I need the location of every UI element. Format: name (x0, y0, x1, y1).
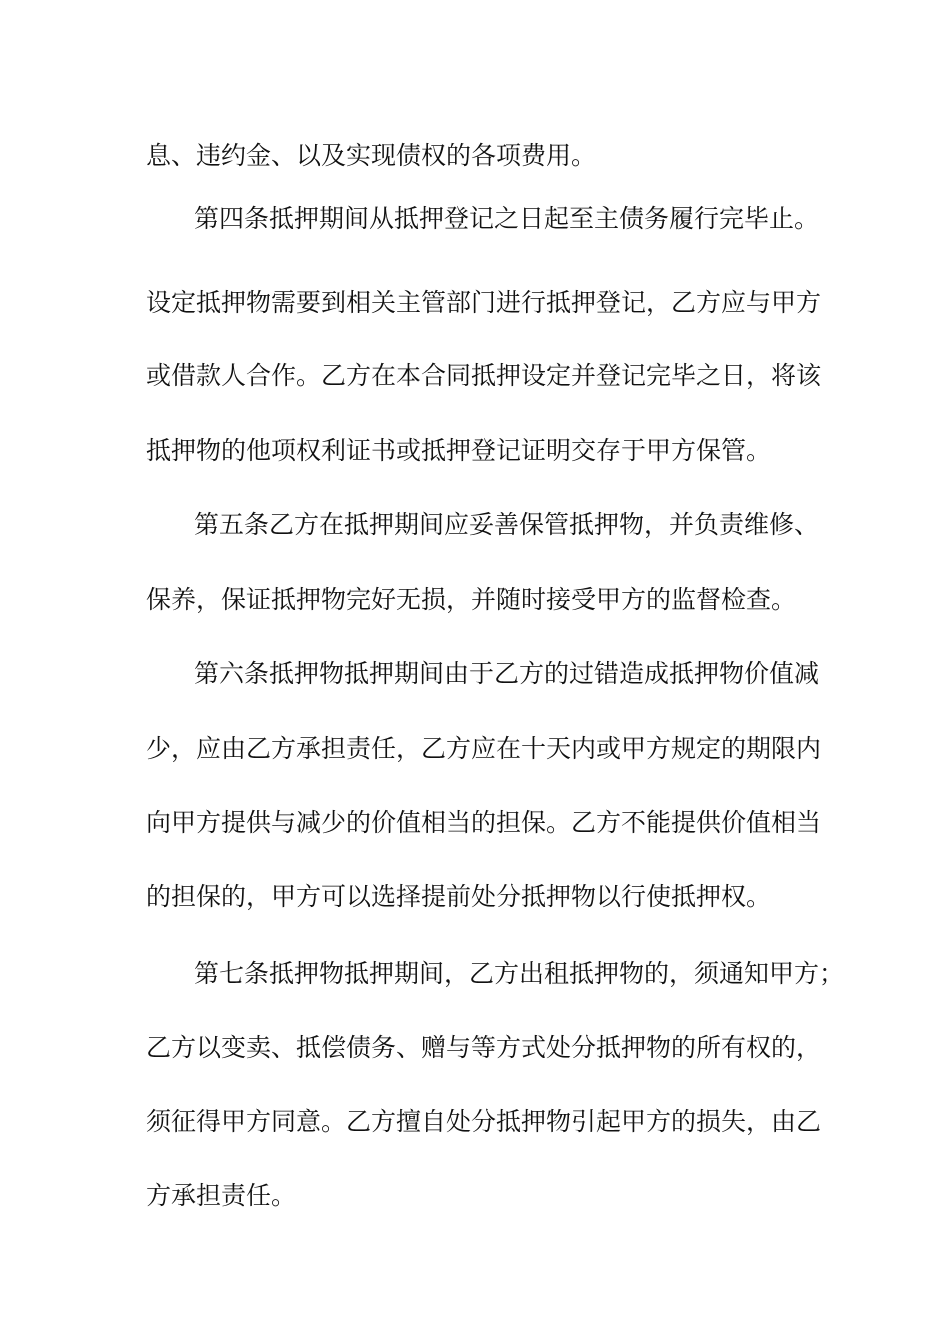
text-line-3: 设定抵押物需要到相关主管部门进行抵押登记，乙方应与甲方 (146, 288, 822, 317)
text-line-9: 少，应由乙方承担责任，乙方应在十天内或甲方规定的期限内 (146, 734, 822, 763)
text-line-article-5: 第五条乙方在抵押期间应妥善保管抵押物，并负责维修、 (194, 510, 820, 539)
text-line-10: 向甲方提供与减少的价值相当的担保。乙方不能提供价值相当 (146, 808, 822, 837)
text-line-7: 保养，保证抵押物完好无损，并随时接受甲方的监督检查。 (146, 585, 797, 614)
text-line-11: 的担保的，甲方可以选择提前处分抵押物以行使抵押权。 (146, 882, 772, 911)
text-line-13: 乙方以变卖、抵偿债务、赠与等方式处分抵押物的所有权的， (146, 1033, 822, 1062)
text-line-5: 抵押物的他项权利证书或抵押登记证明交存于甲方保管。 (146, 436, 772, 465)
text-line-article-7: 第七条抵押物抵押期间，乙方出租抵押物的，须通知甲方； (194, 959, 845, 988)
text-line-15: 方承担责任。 (146, 1181, 297, 1210)
text-line-article-6: 第六条抵押物抵押期间由于乙方的过错造成抵押物价值减 (194, 659, 820, 688)
text-line-1: 息、违约金、以及实现债权的各项费用。 (146, 141, 597, 170)
text-line-4: 或借款人合作。乙方在本合同抵押设定并登记完毕之日，将该 (146, 361, 822, 390)
text-line-article-4: 第四条抵押期间从抵押登记之日起至主债务履行完毕止。 (194, 204, 820, 233)
text-line-14: 须征得甲方同意。乙方擅自处分抵押物引起甲方的损失，由乙 (146, 1107, 822, 1136)
